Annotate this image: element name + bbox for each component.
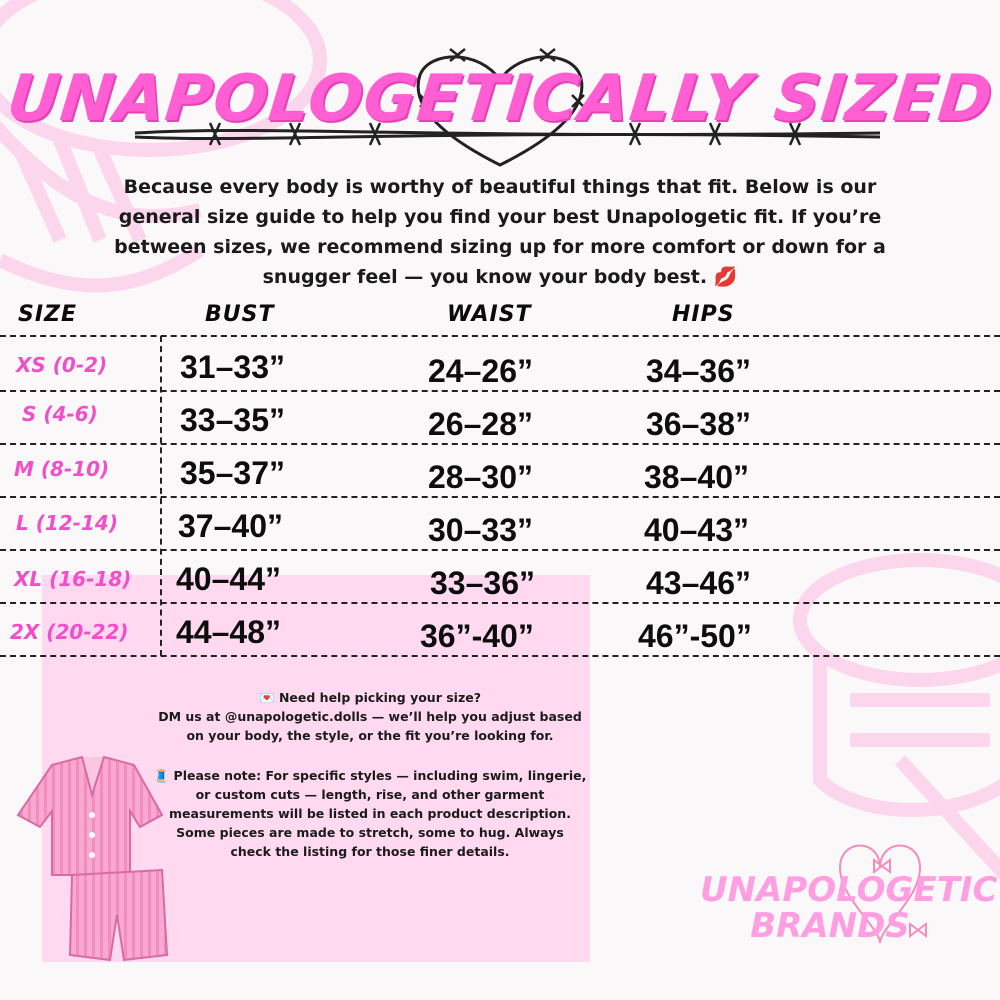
column-divider — [160, 336, 162, 656]
waist-value: 36”-40” — [420, 618, 534, 654]
waist-value: 28–30” — [428, 459, 533, 495]
note-line: check the listing for those finer details. — [230, 844, 510, 859]
row-divider — [0, 602, 1000, 604]
hips-value: 40–43” — [644, 512, 749, 548]
size-label: L (12-14) — [16, 511, 118, 535]
bust-value: 35–37” — [180, 455, 285, 491]
hips-value: 46”-50” — [638, 618, 752, 654]
size-label: M (8-10) — [14, 457, 110, 481]
size-label: 2X (20-22) — [10, 620, 129, 644]
size-label: XS (0-2) — [16, 353, 108, 377]
waist-value: 30–33” — [428, 512, 533, 548]
hips-value: 38–40” — [644, 459, 749, 495]
header-waist: WAIST — [447, 302, 532, 327]
size-label: XL (16-18) — [14, 567, 132, 591]
row-divider — [0, 335, 1000, 337]
note-line: Some pieces are made to stretch, some to hug. Always — [176, 825, 564, 840]
hips-value: 36–38” — [646, 406, 751, 442]
waist-value: 33–36” — [430, 565, 535, 601]
brand-logo — [700, 870, 998, 946]
hips-value: 43–46” — [646, 565, 751, 601]
page-title: UNAPOLOGETICALLY SIZED — [3, 62, 997, 136]
pajama-set-illustration — [12, 755, 172, 965]
row-divider — [0, 390, 1000, 392]
bust-value: 31–33” — [180, 349, 285, 385]
row-divider — [0, 655, 1000, 657]
header-bust: BUST — [205, 302, 275, 327]
waist-value: 26–28” — [428, 406, 533, 442]
waist-value: 24–26” — [428, 353, 533, 389]
bust-value: 33–35” — [180, 402, 285, 438]
note-line: 🧵 Please note: For specific styles — including swim, lingerie, — [153, 768, 587, 783]
header-size: SIZE — [18, 302, 78, 327]
intro-text: Because every body is worthy of beautiful things that fit. Below is our general size guide to help you find your best Unapologetic fit. If you’re between sizes, we recommend sizing up for more comfort or down for a snugger feel — you know your body best. 💋 — [114, 176, 886, 288]
bust-value: 40–44” — [176, 561, 281, 597]
hips-value: 34–36” — [646, 353, 751, 389]
header-hips: HIPS — [672, 302, 735, 327]
row-divider — [0, 496, 1000, 498]
help-line: 💌 Need help picking your size? — [259, 690, 481, 705]
row-divider — [0, 443, 1000, 445]
bust-value: 44–48” — [176, 614, 281, 650]
bust-value: 37–40” — [178, 508, 283, 544]
row-divider — [0, 549, 1000, 551]
brand-line: UNAPOLOGETIC — [700, 870, 998, 910]
brand-line: BRANDS — [750, 906, 910, 946]
note-line: or custom cuts — length, rise, and other garment — [195, 787, 545, 802]
help-line: on your body, the style, or the fit you’re looking for. — [186, 728, 554, 743]
size-label: S (4-6) — [22, 402, 98, 426]
note-line: measurements will be listed in each product description. — [169, 806, 571, 821]
help-line: DM us at @unapologetic.dolls — we’ll help you adjust based — [158, 709, 582, 724]
